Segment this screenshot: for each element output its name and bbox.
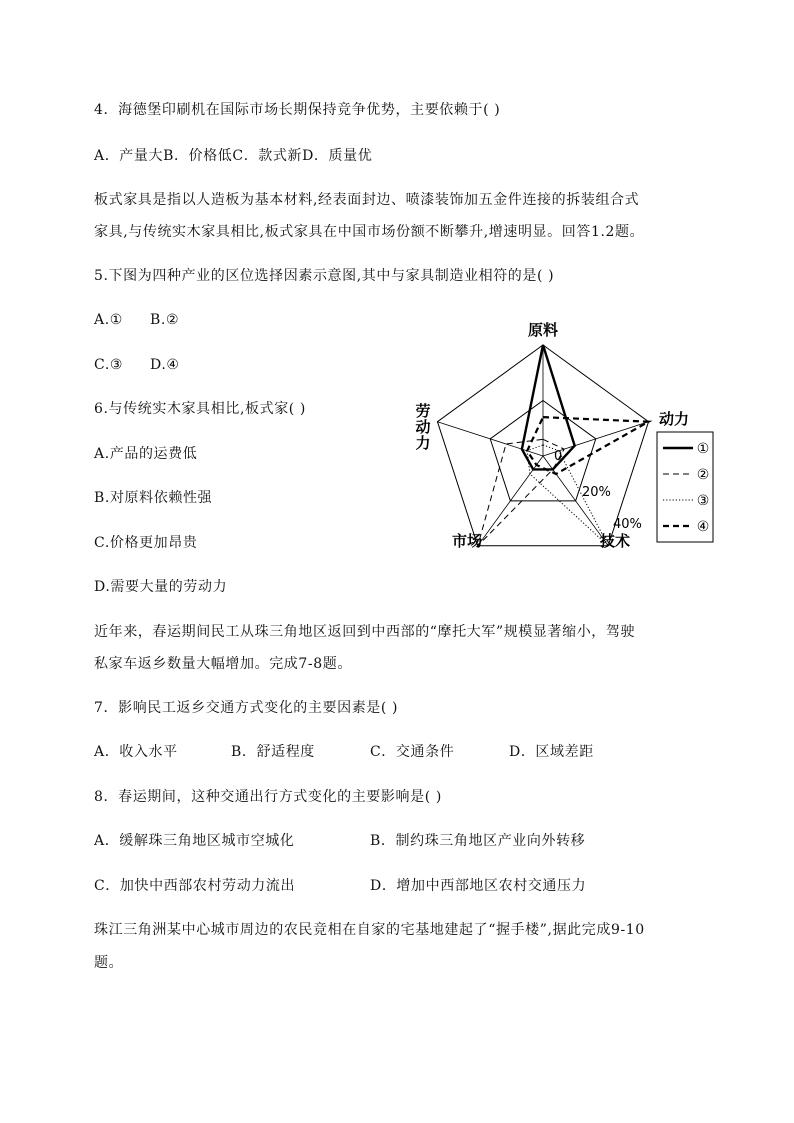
axis-label-labor-1: 劳 — [415, 402, 431, 420]
q5-stem: 5.下图为四种产业的区位选择因素示意图,其中与家具制造业相符的是( ) — [94, 268, 555, 284]
axis-label-market: 市场 — [451, 532, 483, 550]
intro-5-6-line2: 家具,与传统实木家具相比,板式家具在中国市场份额不断攀升,增速明显。回答1.2题。 — [94, 224, 645, 240]
q8-option-d: D．增加中西部地区农村交通压力 — [370, 878, 587, 894]
axis-label-labor-2: 动 — [415, 418, 431, 436]
radar-series-layer — [478, 345, 649, 546]
series-1-polygon — [522, 345, 575, 469]
q4-options: A．产量大B．价格低C．款式新D．质量优 — [94, 148, 373, 164]
q7-option-a: A．收入水平 — [94, 744, 178, 760]
q8-option-b: B．制约珠三角地区产业向外转移 — [370, 833, 586, 849]
q6-option-b: B.对原料依赖性强 — [94, 490, 213, 506]
series-4-polygon — [527, 417, 648, 474]
intro-5-6-line1: 板式家具是指以人造板为基本材料,经表面封边、喷漆装饰加五金件连接的拆装组合式 — [94, 192, 640, 208]
q5-option-c: C.③ — [94, 357, 124, 373]
axis-label-labor-3: 力 — [415, 434, 431, 452]
axis-label-raw-material: 原料 — [527, 321, 559, 339]
ring-label-20: 20% — [582, 485, 611, 500]
intro-9-10-line1: 珠江三角洲某中心城市周边的农民竞相在自家的宅基地建起了“握手楼”,据此完成9-10 — [94, 922, 645, 938]
intro-9-10-line2: 题。 — [94, 955, 124, 971]
location-factors-radar-chart — [405, 316, 715, 552]
ring-label-40: 40% — [613, 517, 642, 532]
q7-stem: 7．影响民工返乡交通方式变化的主要因素是( ) — [94, 700, 399, 716]
axis-label-technology: 技术 — [599, 532, 631, 550]
q8-stem: 8．春运期间，这种交通出行方式变化的主要影响是( ) — [94, 789, 442, 805]
q4-stem: 4．海德堡印刷机在国际市场长期保持竞争优势，主要依赖于( ) — [94, 102, 501, 118]
intro-7-8-line1: 近年来，春运期间民工从珠三角地区返回到中西部的“摩托大军”规模显著缩小，驾驶 — [94, 624, 636, 640]
legend-series-3-label: ③ — [696, 493, 710, 509]
q5-option-b: B.② — [150, 312, 180, 328]
q8-option-c: C．加快中西部农村劳动力流出 — [94, 878, 296, 894]
q6-option-d: D.需要大量的劳动力 — [94, 579, 228, 595]
q7-option-d: D．区域差距 — [509, 744, 594, 760]
q5-option-d: D.④ — [150, 357, 180, 373]
legend-series-4-label: ④ — [696, 519, 710, 535]
legend-series-1-label: ① — [696, 441, 710, 457]
q6-option-a: A.产品的运费低 — [94, 446, 198, 462]
q6-stem: 6.与传统实木家具相比,板式家( ) — [94, 401, 306, 417]
q8-option-a: A．缓解珠三角地区城市空城化 — [94, 833, 295, 849]
chart-legend — [657, 432, 713, 542]
intro-7-8-line2: 私家车返乡数量大幅增加。完成7-8题。 — [94, 656, 352, 672]
q5-option-a: A.① — [94, 312, 123, 328]
q7-option-b: B．舒适程度 — [231, 744, 315, 760]
ring-label-0: 0 — [554, 449, 563, 464]
q7-option-c: C．交通条件 — [370, 744, 455, 760]
axis-label-power: 动力 — [659, 410, 690, 428]
legend-series-2-label: ② — [696, 467, 710, 483]
series-2-polygon — [478, 439, 564, 545]
q6-option-c: C.价格更加昂贵 — [94, 535, 198, 551]
